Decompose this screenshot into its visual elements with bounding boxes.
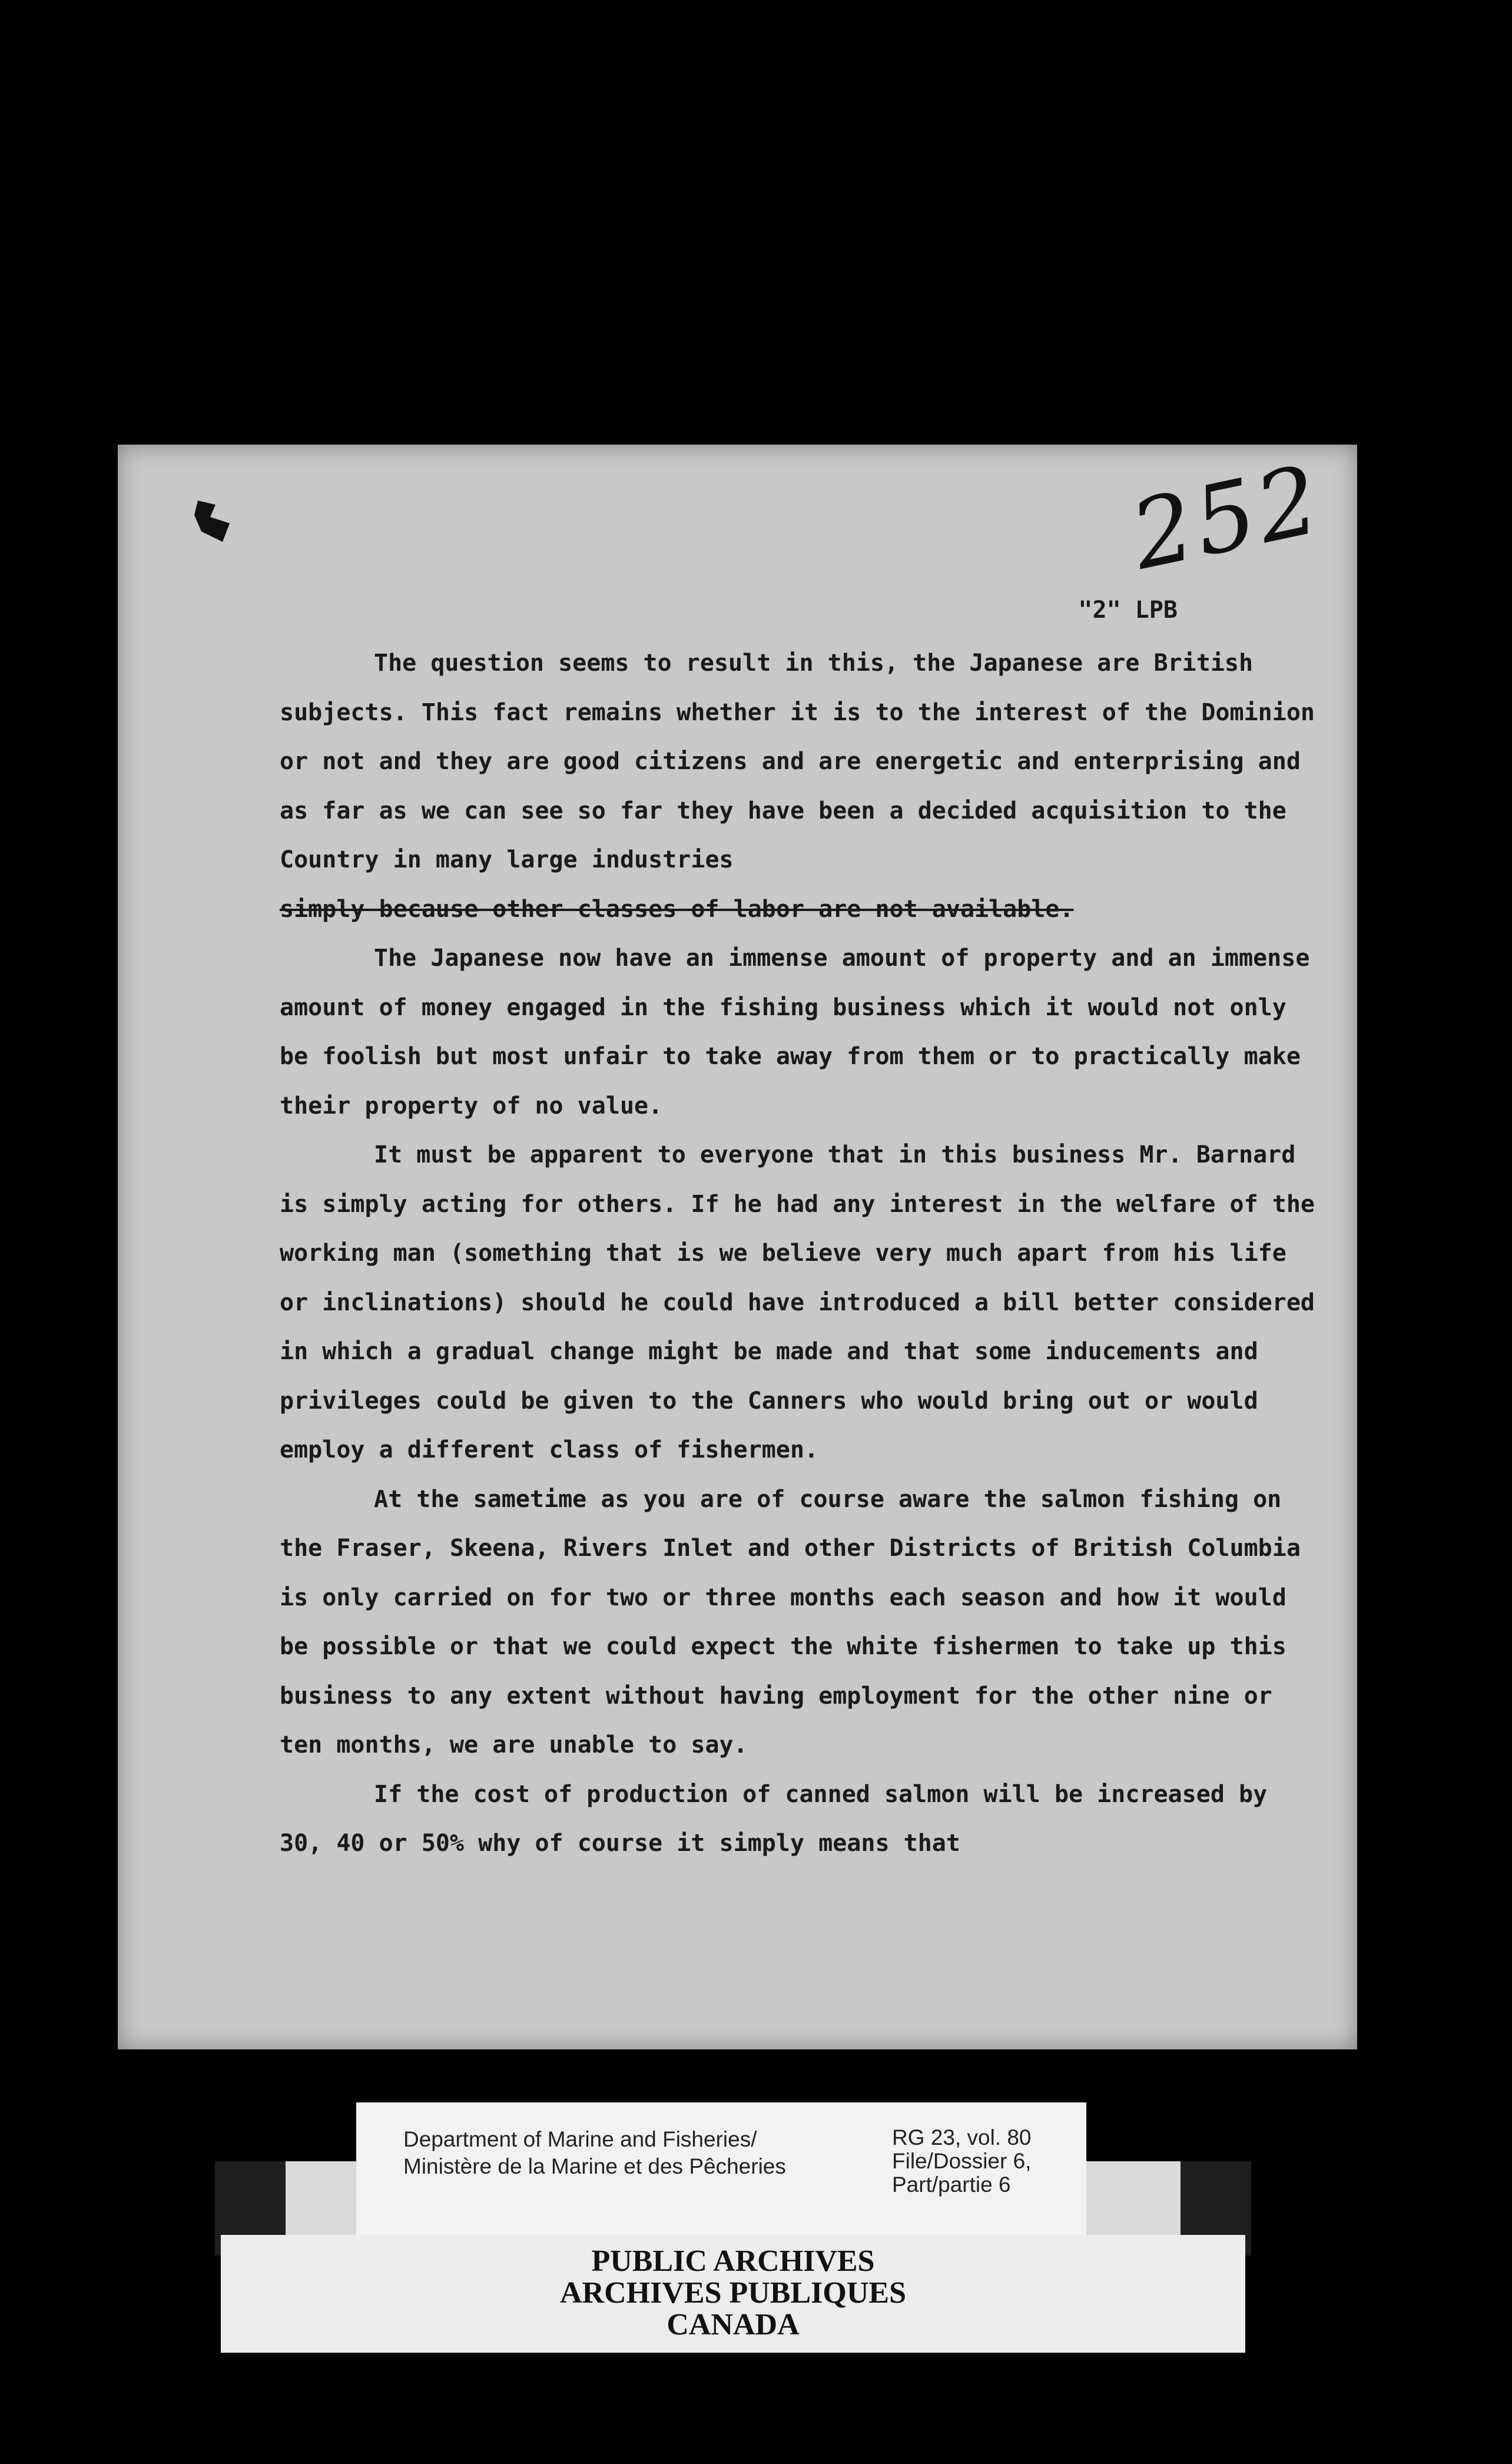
archives-stamp — [221, 2235, 1245, 2353]
folio-number: 252 — [1122, 443, 1331, 591]
file-number: File/Dossier 6, — [892, 2149, 1032, 2173]
label-department — [403, 2126, 786, 2180]
archive-label — [356, 2102, 1086, 2235]
department-french: Ministère de la Marine et des Pêcheries — [403, 2154, 786, 2178]
part-number: Part/partie 6 — [892, 2172, 1011, 2197]
paragraph-3: It must be apparent to everyone that in this business Mr. Barnard is simply acting for others. If he had any interest in the welfare of the working man (something that is we believe very much apart from his life or inclinations) should he could have introduced a bill better considered in which a gradual change might be made and that some inducements and privileges could be given to the Canners who would bring out or would employ a different class of fishermen. — [280, 1141, 1315, 1463]
paragraph-5: If the cost of production of canned salmon will be increased by 30, 40 or 50% why of course it simply means that — [280, 1780, 1268, 1857]
page-code: "2" LPB — [1078, 597, 1178, 624]
paragraph-1: The question seems to result in this, the Japanese are British subjects. This fact remains whether it is to the interest of the Dominion or not and they are good citizens and are energetic and enterprising and as far as we can see so far they have been a decided acquisition to the Country in many large industries — [280, 650, 1315, 873]
stamp-line-2: ARCHIVES PUBLIQUES — [559, 2276, 907, 2310]
label-reference — [892, 2126, 1032, 2197]
paragraph-2: The Japanese now have an immense amount of property and an immense amount of money engaged in the fishing business which it would not only be foolish but most unfair to take away from them or to practically make their property of no value. — [280, 945, 1310, 1120]
stamp-line-1: PUBLIC ARCHIVES — [591, 2244, 875, 2278]
stamp-text — [221, 2246, 1245, 2341]
paragraph-struck-line: simply because other classes of labor are not available. — [280, 895, 1074, 923]
ink-mark — [194, 501, 230, 542]
paragraph-4: At the sametime as you are of course aware the salmon fishing on the Fraser, Skeena, Rivers Inlet and other Districts of British Columbia is only carried on for two or three months each season and how it would be possible or that we could expect the white fishermen to take up this business to any extent without having employment for the other nine or ten months, we are unable to say. — [280, 1485, 1301, 1758]
letter-body — [280, 639, 1316, 1869]
record-group: RG 23, vol. 80 — [892, 2125, 1032, 2150]
document-page — [118, 445, 1357, 2049]
department-english: Department of Marine and Fisheries/ — [403, 2127, 757, 2151]
stamp-line-3: CANADA — [667, 2308, 800, 2342]
